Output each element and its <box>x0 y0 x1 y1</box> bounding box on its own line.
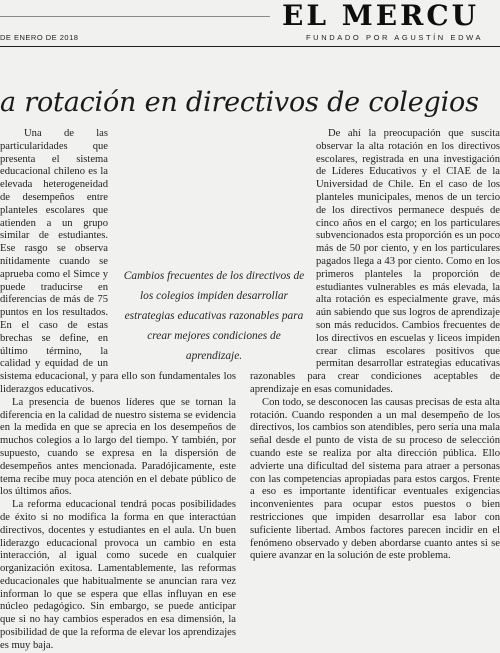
article-paragraph: La presencia de buenos líderes que se tornan la diferencia en la calidad de nuestro sistema se evidencia en la medida en que se aprecia en los desempeños de muchos colegios a lo largo del tiempo. Y también, por supuesto, cuando se expresa en la dispersión de desempeños antes mencionada. Paradójicamente, este tema recibe muy poca atención en el debate público de los últimos años. <box>0 396 236 498</box>
newspaper-subtitle: FUNDADO POR AGUSTÍN EDWA <box>306 33 484 42</box>
issue-date: DE ENERO DE 2018 <box>0 33 79 42</box>
article-headline: a rotación en directivos de colegios <box>0 87 479 118</box>
masthead-rule <box>0 16 270 17</box>
masthead-divider <box>0 46 500 47</box>
article-paragraph: Una de las particularidades que presenta el sistema educacional chileno es la elevada heterogeneidad de desempeños entre planteles escolares que atienden a un grupo similar de estudiantes. Ese rasgo se observa nítidamente cuando se aprueba como el Simce y puede traducirse en diferencias de más de 75 puntos en los resultados. En el caso de estas brechas se define, en último término, la calidad y equidad de un sistema educacional, y para ello son fundamentales los liderazgos educativos. <box>0 128 236 395</box>
article-paragraph: De ahí la preocupación que suscita observar la alta rotación en los directivos escolares, registrada en una investigación de Líderes Educativos y el CIAE de la Universidad de Chile. En el caso de los planteles municipales, menos de un tercio de los directivos permanece después de cinco años en el cargo; en los particulares subvencionados esta proporción es un poco más de 50 por ciento, y en los particulares pagados llega a 43 por ciento. Como en los primeros planteles la proporción de estudiantes vulnerables es más elevada, la alta rotación es especialmente grave, más aún sabiendo que sus logros de aprendizaje son más reducidos. Cambios frecuentes de los directivos en escuelas y liceos impiden crear climas escolares positivos que permitan desarrollar estrategias educativas razonables para crear condiciones aceptables de aprendizaje en esas comunidades. <box>250 128 500 395</box>
article-paragraph: La reforma educacional tendrá pocas posibilidades de éxito si no modifica la forma en que interactúan directivos, docentes y estudiantes en el aula. Un buen liderazgo educacional provoca un cambio en esta interacción, al igual como sucede en cualquier organización exitosa. Lamentablemente, las reformas educacionales que habitualmente se anuncian rara vez informan lo que se espera que ellas influyan en ese núcleo pedagógico. Sin embargo, se puede anticipar que si no hay cambios esperados en esa dimensión, la posibilidad de que la reforma de elevar los aprendizajes es muy baja. <box>0 499 236 651</box>
article-paragraph: Con todo, se desconocen las causas precisas de esta alta rotación. Cuando responden a un mal desempeño de los directivos, los cambios son atendibles, pero sería una mala señal desde el punto de vista de su proceso de selección cuando este se realiza por alta dirección pública. Ello advierte una dificultad del sistema para atraer a personas con las competencias apropiadas para estos cargos. Frente a eso es importante identificar eventuales exigencias inconvenientes para ocupar estos puestos o bien restricciones que impiden desarrollar esa labor con suficiente libertad. Ambos factores parecen incidir en el fenómeno observado y deben abordarse cuanto antes si se quiere avanzar en la solución de este problema. <box>250 396 500 562</box>
pull-quote: Cambios frecuentes de los directivos de los colegios impiden desarrollar estrategias educativas razonables para crear mejores condiciones de aprendizaje. <box>115 260 313 360</box>
newspaper-title: EL MERCU <box>282 0 480 32</box>
